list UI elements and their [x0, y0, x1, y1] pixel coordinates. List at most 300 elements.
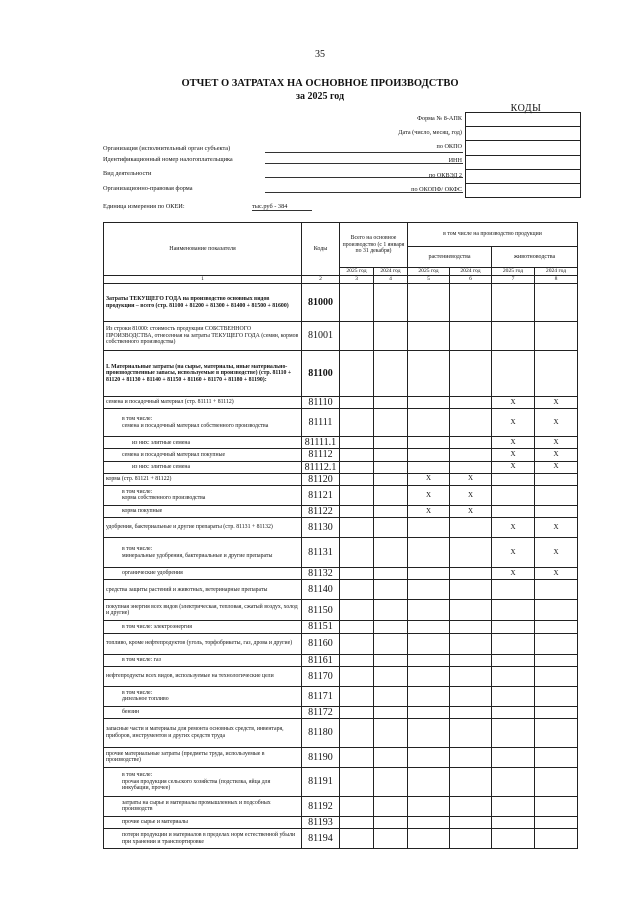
- value-cell[interactable]: [450, 449, 492, 461]
- value-cell[interactable]: [374, 600, 408, 621]
- table-row: [104, 816, 578, 828]
- value-cell[interactable]: [374, 518, 408, 538]
- not-applicable-mark: X: [535, 461, 578, 473]
- value-cell[interactable]: [408, 816, 450, 828]
- report-title: ОТЧЕТ О ЗАТРАТАХ НА ОСНОВНОЕ ПРОИЗВОДСТВО: [181, 78, 459, 89]
- value-cell[interactable]: [408, 686, 450, 706]
- table-row: [104, 351, 578, 397]
- table-row: [104, 409, 578, 437]
- value-cell[interactable]: [374, 654, 408, 666]
- row-code: 81193: [302, 816, 340, 828]
- value-cell[interactable]: [535, 621, 578, 633]
- indicator-label: покупная энергия всех видов (электрическая, тепловая, сжатый воздух, холод и другие): [104, 600, 302, 621]
- header-year: 2025 год: [492, 268, 535, 276]
- indicator-label: прочие сырье и материалы: [104, 816, 302, 828]
- value-cell[interactable]: [535, 706, 578, 718]
- indicator-label: из них: элитные семена: [104, 461, 302, 473]
- page-number: 35: [315, 49, 325, 60]
- codes-value-cell[interactable]: [466, 169, 581, 183]
- header-indicator: Наименование показателя: [104, 223, 302, 276]
- value-cell[interactable]: [374, 767, 408, 796]
- codes-label: по ОКПО: [436, 143, 462, 151]
- table-row: [104, 568, 578, 580]
- value-cell[interactable]: [450, 686, 492, 706]
- row-code: 81150: [302, 600, 340, 621]
- row-code: 81160: [302, 633, 340, 654]
- table-row: [104, 829, 578, 849]
- indicator-label: Затраты ТЕКУЩЕГО ГОДА на производство основных видов продукции – всего (стр. 81100 + 81200 + 81300 + 81400 + 81500 + 81600): [104, 284, 302, 322]
- value-cell[interactable]: [450, 568, 492, 580]
- indicator-label: удобрения, бактериальные и другие препараты (стр. 81131 + 81132): [104, 518, 302, 538]
- value-cell[interactable]: [408, 580, 450, 600]
- table-row: [104, 654, 578, 666]
- codes-label: Дата (число, месяц, год): [398, 129, 462, 137]
- value-cell[interactable]: [492, 829, 535, 849]
- value-cell[interactable]: [535, 485, 578, 505]
- column-number: 3: [340, 276, 374, 284]
- codes-value-cell[interactable]: [466, 127, 581, 141]
- not-applicable-mark: X: [492, 449, 535, 461]
- table-row: [104, 666, 578, 686]
- table-row: [104, 473, 578, 485]
- value-cell[interactable]: [450, 284, 492, 322]
- row-code: 81132: [302, 568, 340, 580]
- row-code: 81140: [302, 580, 340, 600]
- not-applicable-mark: X: [450, 505, 492, 517]
- value-cell[interactable]: [492, 747, 535, 767]
- codes-label: по ОКВЭД 2: [428, 171, 462, 179]
- table-row: [104, 706, 578, 718]
- row-code: 81110: [302, 397, 340, 409]
- value-cell[interactable]: [535, 654, 578, 666]
- not-applicable-mark: X: [492, 568, 535, 580]
- value-cell[interactable]: [492, 686, 535, 706]
- value-cell[interactable]: [340, 654, 374, 666]
- row-code: 81131: [302, 538, 340, 568]
- value-cell[interactable]: [340, 767, 374, 796]
- table-row: [104, 485, 578, 505]
- value-cell[interactable]: [408, 718, 450, 747]
- not-applicable-mark: X: [492, 397, 535, 409]
- not-applicable-mark: X: [535, 518, 578, 538]
- value-cell[interactable]: [340, 505, 374, 517]
- value-cell[interactable]: [535, 351, 578, 397]
- indicator-label: нефтепродукты всех видов, используемые на технологические цели: [104, 666, 302, 686]
- value-cell[interactable]: [535, 600, 578, 621]
- value-cell[interactable]: [450, 767, 492, 796]
- value-cell[interactable]: [535, 767, 578, 796]
- value-cell[interactable]: [450, 796, 492, 816]
- row-code: 81000: [302, 284, 340, 322]
- row-code: 81190: [302, 747, 340, 767]
- indicator-label: затраты на сырье и материалы промышленных и подсобных производств: [104, 796, 302, 816]
- indicator-label: корма (стр. 81121 + 81122): [104, 473, 302, 485]
- table-row: [104, 600, 578, 621]
- row-code: 81161: [302, 654, 340, 666]
- table-row: [104, 796, 578, 816]
- value-cell[interactable]: [450, 518, 492, 538]
- header-code: Коды: [302, 223, 340, 276]
- value-cell[interactable]: [535, 284, 578, 322]
- not-applicable-mark: X: [492, 518, 535, 538]
- value-cell[interactable]: [492, 621, 535, 633]
- value-cell[interactable]: [408, 284, 450, 322]
- table-row: [104, 322, 578, 351]
- value-cell[interactable]: [492, 796, 535, 816]
- table-row: [104, 747, 578, 767]
- value-cell[interactable]: [492, 706, 535, 718]
- unit-label: Единица измерения по ОКЕИ:: [103, 203, 185, 210]
- column-number: 1: [104, 276, 302, 284]
- indicator-label: из них: элитные семена: [104, 437, 302, 449]
- value-cell[interactable]: [535, 322, 578, 351]
- value-cell[interactable]: [340, 829, 374, 849]
- table-row: [104, 461, 578, 473]
- value-cell[interactable]: [408, 633, 450, 654]
- value-cell[interactable]: [374, 829, 408, 849]
- organization-field-input[interactable]: [265, 192, 463, 193]
- value-cell[interactable]: [535, 686, 578, 706]
- codes-value-cell[interactable]: [466, 183, 581, 197]
- value-cell[interactable]: [535, 829, 578, 849]
- row-code: 81112.1: [302, 461, 340, 473]
- value-cell[interactable]: [492, 600, 535, 621]
- value-cell[interactable]: [340, 485, 374, 505]
- column-number: 4: [374, 276, 408, 284]
- value-cell[interactable]: [492, 505, 535, 517]
- value-cell[interactable]: [374, 351, 408, 397]
- table-row: [104, 538, 578, 568]
- indicator-label: в том числе: минеральные удобрения, бактериальные и другие препараты: [104, 538, 302, 568]
- organization-field-label: Организация (исполнительный орган субъекта): [103, 145, 231, 152]
- not-applicable-mark: X: [535, 538, 578, 568]
- row-code: 81192: [302, 796, 340, 816]
- column-number: 7: [492, 276, 535, 284]
- value-cell[interactable]: [340, 600, 374, 621]
- column-number: 5: [408, 276, 450, 284]
- value-cell[interactable]: [340, 538, 374, 568]
- table-row: [104, 449, 578, 461]
- value-cell[interactable]: [340, 706, 374, 718]
- unit-value[interactable]: тыс.руб - 384: [252, 203, 312, 211]
- value-cell[interactable]: [340, 816, 374, 828]
- value-cell[interactable]: [408, 518, 450, 538]
- value-cell[interactable]: [408, 796, 450, 816]
- table-row: [104, 580, 578, 600]
- value-cell[interactable]: [408, 409, 450, 437]
- value-cell[interactable]: [450, 747, 492, 767]
- table-row: [104, 718, 578, 747]
- value-cell[interactable]: [408, 568, 450, 580]
- codes-value-cell[interactable]: [466, 113, 581, 127]
- indicator-label: топливо, кроме нефтепродуктов (уголь, торфобрикеты, газ, дрова и другие): [104, 633, 302, 654]
- not-applicable-mark: X: [492, 409, 535, 437]
- codes-labels: [380, 112, 462, 197]
- organization-field-input[interactable]: [265, 177, 463, 178]
- value-cell[interactable]: [450, 654, 492, 666]
- value-cell[interactable]: [450, 437, 492, 449]
- codes-value-cell[interactable]: [466, 155, 581, 169]
- table-row: [104, 621, 578, 633]
- organization-field-label: Идентификационный номер налогоплательщика: [103, 156, 233, 163]
- value-cell[interactable]: [450, 666, 492, 686]
- row-code: 81111: [302, 409, 340, 437]
- value-cell[interactable]: [450, 322, 492, 351]
- value-cell[interactable]: [535, 633, 578, 654]
- indicator-label: семена и посадочный материал (стр. 81111 + 81112): [104, 397, 302, 409]
- value-cell[interactable]: [535, 718, 578, 747]
- value-cell[interactable]: [374, 718, 408, 747]
- indicator-label: средства защиты растений и животных, ветеринарные препараты: [104, 580, 302, 600]
- value-cell[interactable]: [492, 654, 535, 666]
- value-cell[interactable]: [374, 473, 408, 485]
- report-subtitle: за 2025 год: [295, 91, 345, 102]
- value-cell[interactable]: [340, 351, 374, 397]
- value-cell[interactable]: [535, 473, 578, 485]
- value-cell[interactable]: [408, 767, 450, 796]
- indicator-label: в том числе: электроэнергия: [104, 621, 302, 633]
- indicator-label: в том числе: прочая продукция сельского хозяйства (подстилка, яйца для инкубации, прочее): [104, 767, 302, 796]
- column-number: 6: [450, 276, 492, 284]
- value-cell[interactable]: [408, 449, 450, 461]
- value-cell[interactable]: [408, 437, 450, 449]
- indicator-label: Из строки 81000: стоимость продукции СОБСТВЕННОГО ПРОИЗВОДСТВА, отнесенная на затраты ТЕКУЩЕГО ГОДА (семян, кормов собственного производства): [104, 322, 302, 351]
- row-code: 81171: [302, 686, 340, 706]
- row-code: 81180: [302, 718, 340, 747]
- value-cell[interactable]: [492, 473, 535, 485]
- organization-field-label: Вид деятельности: [103, 170, 152, 177]
- value-cell[interactable]: [450, 718, 492, 747]
- row-code: 81172: [302, 706, 340, 718]
- codes-heading: КОДЫ: [510, 103, 542, 114]
- value-cell[interactable]: [374, 706, 408, 718]
- value-cell[interactable]: [450, 351, 492, 397]
- indicator-label: в том числе: дизельное топливо: [104, 686, 302, 706]
- not-applicable-mark: X: [535, 449, 578, 461]
- value-cell[interactable]: [450, 461, 492, 473]
- header-year: 2024 год: [374, 268, 408, 276]
- value-cell[interactable]: [340, 518, 374, 538]
- header-including: в том числе на производство продукции: [408, 223, 578, 247]
- indicator-label: органические удобрения: [104, 568, 302, 580]
- value-cell[interactable]: [374, 322, 408, 351]
- value-cell[interactable]: [408, 351, 450, 397]
- value-cell[interactable]: [340, 437, 374, 449]
- value-cell[interactable]: [374, 568, 408, 580]
- value-cell[interactable]: [374, 666, 408, 686]
- value-cell[interactable]: [408, 600, 450, 621]
- not-applicable-mark: X: [492, 437, 535, 449]
- value-cell[interactable]: [492, 816, 535, 828]
- value-cell[interactable]: [450, 580, 492, 600]
- not-applicable-mark: X: [408, 505, 450, 517]
- value-cell[interactable]: [340, 747, 374, 767]
- value-cell[interactable]: [340, 633, 374, 654]
- value-cell[interactable]: [535, 816, 578, 828]
- value-cell[interactable]: [374, 580, 408, 600]
- value-cell[interactable]: [450, 633, 492, 654]
- value-cell[interactable]: [535, 505, 578, 517]
- value-cell[interactable]: [340, 397, 374, 409]
- value-cell[interactable]: [450, 706, 492, 718]
- indicator-label: в том числе: корма собственного производства: [104, 485, 302, 505]
- header-year: 2025 год: [340, 268, 374, 276]
- value-cell[interactable]: [450, 600, 492, 621]
- value-cell[interactable]: [374, 449, 408, 461]
- header-year: 2024 год: [535, 268, 578, 276]
- table-row: [104, 437, 578, 449]
- value-cell[interactable]: [374, 633, 408, 654]
- value-cell[interactable]: [374, 747, 408, 767]
- not-applicable-mark: X: [492, 538, 535, 568]
- indicator-label: запасные части и материалы для ремонта основных средств, инвентаря, приборов, инструментов и других средств труда: [104, 718, 302, 747]
- not-applicable-mark: X: [535, 568, 578, 580]
- value-cell[interactable]: [492, 666, 535, 686]
- value-cell[interactable]: [492, 580, 535, 600]
- header-plant: растениеводства: [408, 247, 492, 268]
- value-cell[interactable]: [374, 284, 408, 322]
- row-code: 81191: [302, 767, 340, 796]
- not-applicable-mark: X: [450, 473, 492, 485]
- row-code: 81100: [302, 351, 340, 397]
- value-cell[interactable]: [535, 796, 578, 816]
- value-cell[interactable]: [374, 461, 408, 473]
- column-number: 2: [302, 276, 340, 284]
- table-row: [104, 767, 578, 796]
- codes-label: Форма № 8-АПК: [417, 114, 462, 122]
- value-cell[interactable]: [492, 351, 535, 397]
- header-year: 2025 год: [408, 268, 450, 276]
- row-code: 81112: [302, 449, 340, 461]
- value-cell[interactable]: [408, 461, 450, 473]
- value-cell[interactable]: [340, 568, 374, 580]
- not-applicable-mark: X: [535, 409, 578, 437]
- codes-value-cell[interactable]: [466, 141, 581, 155]
- value-cell[interactable]: [492, 284, 535, 322]
- indicator-label: I. Материальные затраты (на сырье, материалы, иные материально-производственные запасы, используемые в производстве) (стр. 81110 + 81120 + 81130 + 81140 + 81150 + 81160 + 81170 + 81180 + 81190):: [104, 351, 302, 397]
- organization-field-label: Организационно-правовая форма: [103, 185, 193, 192]
- codes-label: по ОКОПФ/ ОКФС: [411, 185, 462, 193]
- value-cell[interactable]: [340, 666, 374, 686]
- value-cell[interactable]: [374, 816, 408, 828]
- value-cell[interactable]: [492, 633, 535, 654]
- value-cell[interactable]: [374, 397, 408, 409]
- table-row: [104, 284, 578, 322]
- value-cell[interactable]: [408, 322, 450, 351]
- cost-table: [103, 222, 578, 849]
- value-cell[interactable]: [340, 718, 374, 747]
- value-cell[interactable]: [374, 796, 408, 816]
- not-applicable-mark: X: [535, 437, 578, 449]
- value-cell[interactable]: [492, 767, 535, 796]
- table-row: [104, 686, 578, 706]
- value-cell[interactable]: [535, 580, 578, 600]
- header-year: 2024 год: [450, 268, 492, 276]
- organization-field-input[interactable]: [265, 152, 463, 153]
- value-cell[interactable]: [340, 409, 374, 437]
- table-row: [104, 397, 578, 409]
- header-total: Всего на основное производство (с 1 января по 31 декабря): [340, 223, 408, 268]
- value-cell[interactable]: [408, 621, 450, 633]
- value-cell[interactable]: [340, 284, 374, 322]
- value-cell[interactable]: [450, 397, 492, 409]
- value-cell[interactable]: [374, 538, 408, 568]
- indicator-label: корма покупные: [104, 505, 302, 517]
- row-code: 81122: [302, 505, 340, 517]
- value-cell[interactable]: [340, 461, 374, 473]
- value-cell[interactable]: [374, 686, 408, 706]
- row-code: 81001: [302, 322, 340, 351]
- indicator-label: потери продукции и материалов в пределах норм естественной убыли при хранении и транспортировке: [104, 829, 302, 849]
- row-code: 81111.1: [302, 437, 340, 449]
- table-row: [104, 633, 578, 654]
- value-cell[interactable]: [408, 829, 450, 849]
- value-cell[interactable]: [374, 437, 408, 449]
- value-cell[interactable]: [450, 538, 492, 568]
- value-cell[interactable]: [535, 666, 578, 686]
- row-code: 81121: [302, 485, 340, 505]
- value-cell[interactable]: [340, 621, 374, 633]
- table-row: [104, 505, 578, 517]
- codes-table: [465, 112, 581, 198]
- value-cell[interactable]: [450, 829, 492, 849]
- row-code: 81130: [302, 518, 340, 538]
- column-number: 8: [535, 276, 578, 284]
- value-cell[interactable]: [340, 686, 374, 706]
- value-cell[interactable]: [535, 747, 578, 767]
- codes-label: ИНН: [448, 157, 462, 165]
- value-cell[interactable]: [492, 718, 535, 747]
- value-cell[interactable]: [408, 397, 450, 409]
- value-cell[interactable]: [374, 485, 408, 505]
- indicator-label: семена и посадочный материал покупные: [104, 449, 302, 461]
- value-cell[interactable]: [340, 449, 374, 461]
- value-cell[interactable]: [340, 473, 374, 485]
- value-cell[interactable]: [340, 580, 374, 600]
- row-code: 81170: [302, 666, 340, 686]
- not-applicable-mark: X: [408, 473, 450, 485]
- value-cell[interactable]: [408, 706, 450, 718]
- value-cell[interactable]: [408, 666, 450, 686]
- value-cell[interactable]: [340, 796, 374, 816]
- value-cell[interactable]: [492, 322, 535, 351]
- indicator-label: бензин: [104, 706, 302, 718]
- value-cell[interactable]: [374, 621, 408, 633]
- not-applicable-mark: X: [535, 397, 578, 409]
- table-row: [104, 518, 578, 538]
- row-code: 81151: [302, 621, 340, 633]
- value-cell[interactable]: [408, 654, 450, 666]
- value-cell[interactable]: [450, 621, 492, 633]
- value-cell[interactable]: [408, 538, 450, 568]
- value-cell[interactable]: [340, 322, 374, 351]
- value-cell[interactable]: [374, 505, 408, 517]
- indicator-label: в том числе: газ: [104, 654, 302, 666]
- value-cell[interactable]: [450, 409, 492, 437]
- value-cell[interactable]: [408, 747, 450, 767]
- row-code: 81120: [302, 473, 340, 485]
- value-cell[interactable]: [492, 485, 535, 505]
- row-code: 81194: [302, 829, 340, 849]
- indicator-label: в том числе: семена и посадочный материал собственного производства: [104, 409, 302, 437]
- not-applicable-mark: X: [492, 461, 535, 473]
- value-cell[interactable]: [374, 409, 408, 437]
- header-animal: животноводства: [492, 247, 578, 268]
- not-applicable-mark: X: [450, 485, 492, 505]
- indicator-label: прочие материальные затраты (предметы труда, используемые в производстве): [104, 747, 302, 767]
- organization-field-input[interactable]: [265, 163, 463, 164]
- value-cell[interactable]: [450, 816, 492, 828]
